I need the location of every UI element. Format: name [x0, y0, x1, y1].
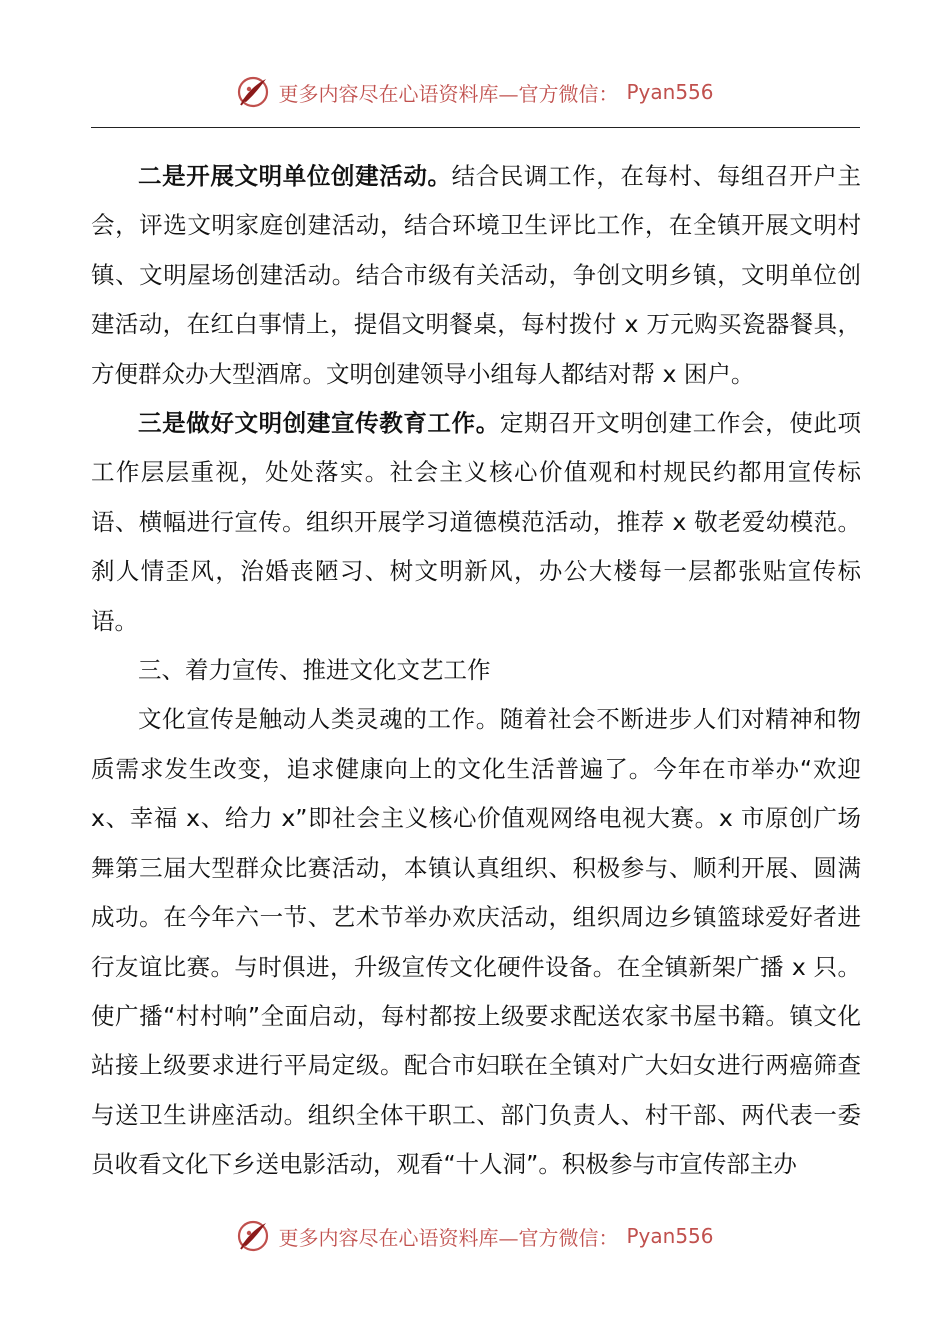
footer-wechat-id: Pyan556	[626, 1224, 714, 1248]
document-body	[91, 152, 861, 1190]
section-heading	[91, 646, 861, 695]
header-divider	[91, 127, 860, 128]
paragraph-lead: 二是开展文明单位创建活动。	[138, 162, 452, 190]
paragraph-text: 文化宣传是触动人类灵魂的工作。随着社会不断进步人们对精神和物质需求发生改变，追求健康向上的文化生活普遍了。今年在市举办“欢迎 x、幸福 x、给力 x”即社会主义核心价值观网络电视大赛。x 市原创广场舞第三届大型群众比赛活动，本镇认真组织、积极参与、顺利开展、圆满成功。在今年六一节、艺术节举办欢庆活动，组织周边乡镇篮球爱好者进行友谊比赛。与时俱进，升级宣传文化硬件设备。在全镇新架广播 x 只。使广播“村村响”全面启动，每村都按上级要求配送农家书屋书籍。镇文化站接上级要求进行平局定级。配合市妇联在全镇对广大妇女进行两癌筛查与送卫生讲座活动。组织全体干职工、部门负责人、村干部、两代表一委员收看文化下乡送电影活动，观看“十人洞”。积极参与市宣传部主办	[91, 705, 861, 1179]
footer-banner	[0, 1216, 950, 1256]
paragraph-text: 定期召开文明创建工作会，使此项工作层层重视，处处落实。社会主义核心价值观和村规民约都用宣传标语、横幅进行宣传。组织开展学习道德模范活动，推荐 x 敬老爱幼模范。刹人情歪风，治婚丧陋习、树文明新风，办公大楼每一层都张贴宣传标语。	[91, 409, 862, 635]
paragraph-civilized-units	[91, 152, 861, 399]
section-heading-text: 三、着力宣传、推进文化文艺工作	[138, 656, 491, 685]
footer-banner-text: 更多内容尽在心语资料库—官方微信：	[278, 1225, 619, 1250]
header-banner	[0, 72, 950, 112]
quill-logo-icon	[236, 75, 270, 109]
quill-logo-icon	[236, 1219, 270, 1253]
paragraph-text: 结合民调工作，在每村、每组召开户主会，评选文明家庭创建活动，结合环境卫生评比工作，在全镇开展文明村镇、文明屋场创建活动。结合市级有关活动，争创文明乡镇，文明单位创建活动，在红白事情上，提倡文明餐桌，每村拨付 x 万元购买瓷器餐具，方便群众办大型酒席。文明创建领导小组每人都结对帮 x 困户。	[91, 162, 862, 388]
header-banner-text: 更多内容尽在心语资料库—官方微信：	[278, 81, 619, 106]
header-wechat-id: Pyan556	[626, 80, 714, 104]
paragraph-publicity-education	[91, 399, 861, 646]
paragraph-lead: 三是做好文明创建宣传教育工作。	[138, 409, 500, 438]
paragraph-culture-arts	[91, 695, 861, 1189]
